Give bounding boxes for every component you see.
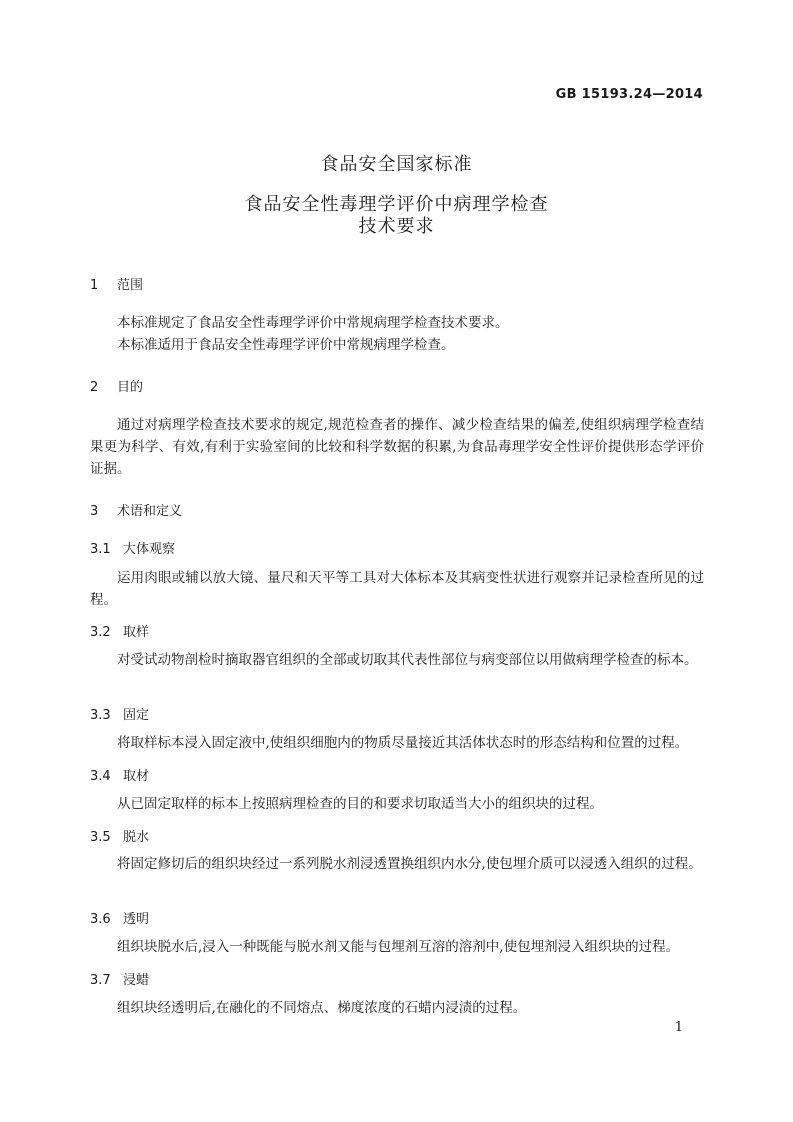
definition-number: 3.2: [90, 625, 111, 640]
paragraph: 本标准适用于食品安全性毒理学评价中常规病理学检查。: [117, 337, 455, 353]
definition-number: 3.4: [90, 769, 111, 784]
section-number: 1: [90, 278, 99, 293]
definition-3-4-heading: [90, 765, 149, 784]
definition-number: 3.5: [90, 830, 111, 845]
definition-term: 浸蜡: [123, 973, 150, 988]
section-2-heading: [90, 376, 143, 395]
definition-term: 取材: [123, 769, 150, 784]
definition-number: 3.6: [90, 912, 111, 927]
standard-code: GB 15193.24—2014: [555, 87, 703, 102]
section-number: 2: [90, 380, 99, 395]
definition-3-6-heading: [90, 908, 149, 927]
definition-text: 将取样标本浸入固定液中,使组织细胞内的物质尽量接近其活体状态时的形态结构和位置的过程。: [117, 735, 689, 751]
definition-3-5-heading: [90, 826, 149, 845]
definition-term: 大体观察: [123, 542, 176, 557]
definition-term: 固定: [123, 708, 150, 723]
paragraph: 本标准规定了食品安全性毒理学评价中常规病理学检查技术要求。: [117, 315, 509, 331]
title-line-2: 食品安全性毒理学评价中病理学检查: [244, 194, 549, 215]
definition-text: 对受试动物剖检时摘取器官组织的全部或切取其代表性部位与病变部位以用做病理学检查的标本。: [117, 652, 698, 668]
title-line-1: 食品安全国家标准: [320, 154, 473, 175]
definition-number: 3.1: [90, 542, 111, 557]
definition-text: 将固定修切后的组织块经过一系列脱水剂浸透置换组织内水分,使包埋介质可以浸透入组织的过程。: [117, 856, 702, 872]
definition-term: 透明: [123, 912, 150, 927]
definition-3-3-heading: [90, 704, 149, 723]
definition-text: 从已固定取样的标本上按照病理检查的目的和要求切取适当大小的组织块的过程。: [117, 796, 603, 812]
definition-text: 组织块经透明后,在融化的不同熔点、梯度浓度的石蜡内浸渍的过程。: [117, 1000, 527, 1016]
definition-3-1-heading: [90, 538, 175, 557]
section-3-heading: [90, 500, 182, 519]
section-title: 目的: [117, 380, 144, 395]
definition-3-2-heading: [90, 621, 149, 640]
definition-text: 组织块脱水后,浸入一种既能与脱水剂又能与包埋剂互溶的溶剂中,使包埋剂浸入组织块的过程。: [117, 939, 680, 955]
section-number: 3: [90, 504, 99, 519]
section-title: 范围: [117, 278, 144, 293]
definition-number: 3.7: [90, 973, 111, 988]
page-number: 1: [674, 1020, 683, 1035]
section-1-heading: [90, 274, 143, 293]
section-title: 术语和定义: [117, 504, 183, 519]
paragraph: 通过对病理学检查技术要求的规定,规范检查者的操作、减少检查结果的偏差,使组织病理学检查结果更为科学、有效,有利于实验室间的比较和科学数据的积累,为食品毒理学安全性评价提供形态学评价证据。: [90, 417, 704, 477]
title-line-3: 技术要求: [358, 216, 435, 237]
definition-3-7-heading: [90, 969, 149, 988]
definition-number: 3.3: [90, 708, 111, 723]
definition-term: 脱水: [123, 830, 150, 845]
definition-text: 运用肉眼或辅以放大镜、量尺和天平等工具对大体标本及其病变性状进行观察并记录检查所见的过程。: [90, 570, 704, 608]
definition-term: 取样: [123, 625, 150, 640]
